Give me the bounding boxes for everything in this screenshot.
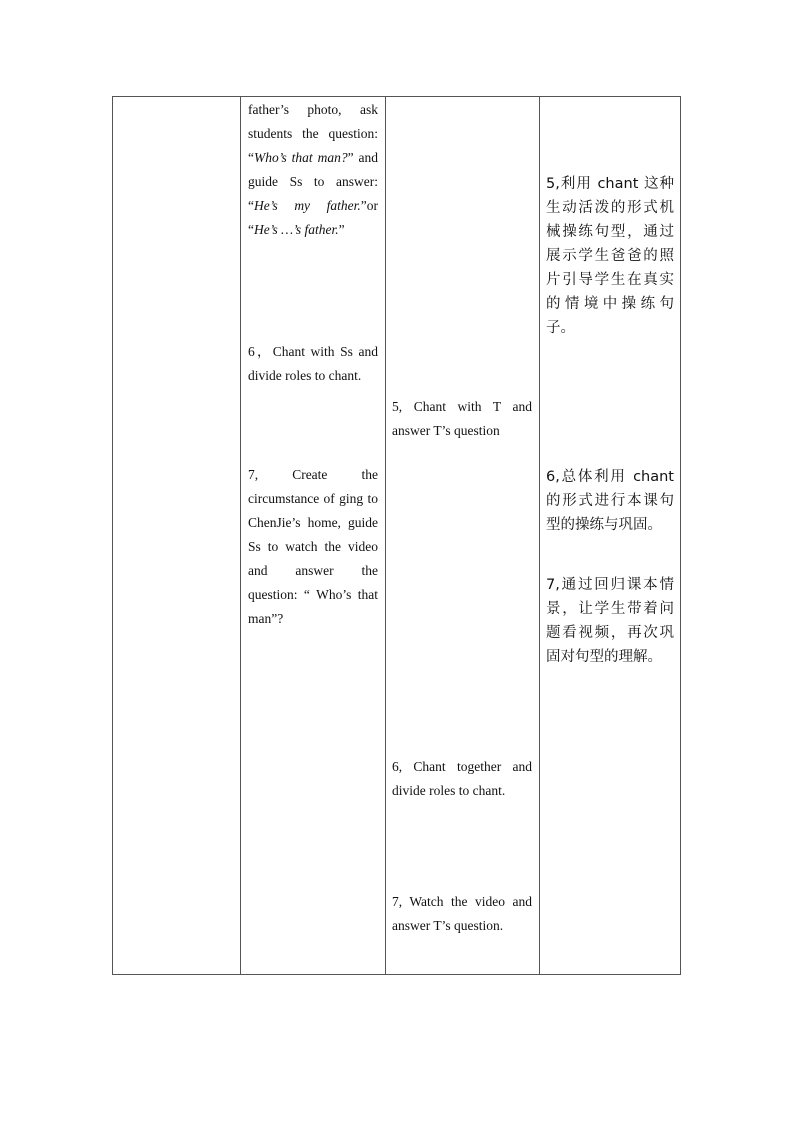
answer-example: He’s my father. [254,198,361,213]
column-divider [240,97,241,974]
student-activity-7: 7, Watch the video and answer T’s question. [392,894,532,933]
stage-cell [113,97,240,974]
teacher-activity-5 [248,98,378,242]
teacher-text: ”or “ [248,198,378,237]
student-activity-5: 5, Chant with T and answer T’s question [392,399,532,438]
teacher-question: Who’s that man? [254,150,348,165]
column-divider [539,97,540,974]
design-intent-cell [546,97,674,974]
student-activities-cell [392,97,532,974]
teacher-text: ” [338,222,345,237]
student-activity-6: 6, Chant together and divide roles to chant. [392,759,532,798]
design-intent-7: 7,通过回归课本情景，让学生带着问题看视频，再次巩固对句型的理解。 [546,577,674,665]
design-intent-6: 6,总体利用 chant 的形式进行本课句型的操练与巩固。 [546,469,674,533]
column-divider [385,97,386,974]
teacher-activities-cell [248,97,378,974]
teacher-text: father’s photo, ask students the question: “ [248,102,378,165]
teacher-activity-6: 6，Chant with Ss and divide roles to chant. [248,344,378,383]
teacher-activity-7: 7, Create the circumstance of ging to ChenJie’s home, guide Ss to watch the video and answer the question: “ Who’s that man”? [248,467,378,626]
design-intent-5: 5,利用 chant 这种生动活泼的形式机械操练句型，通过展示学生爸爸的照片引导学生在真实的情境中操练句子。 [546,176,674,336]
answer-example: He’s …’s father. [254,222,339,237]
teacher-text: ” and guide Ss to answer: “ [248,150,378,213]
lesson-plan-table [112,96,681,975]
